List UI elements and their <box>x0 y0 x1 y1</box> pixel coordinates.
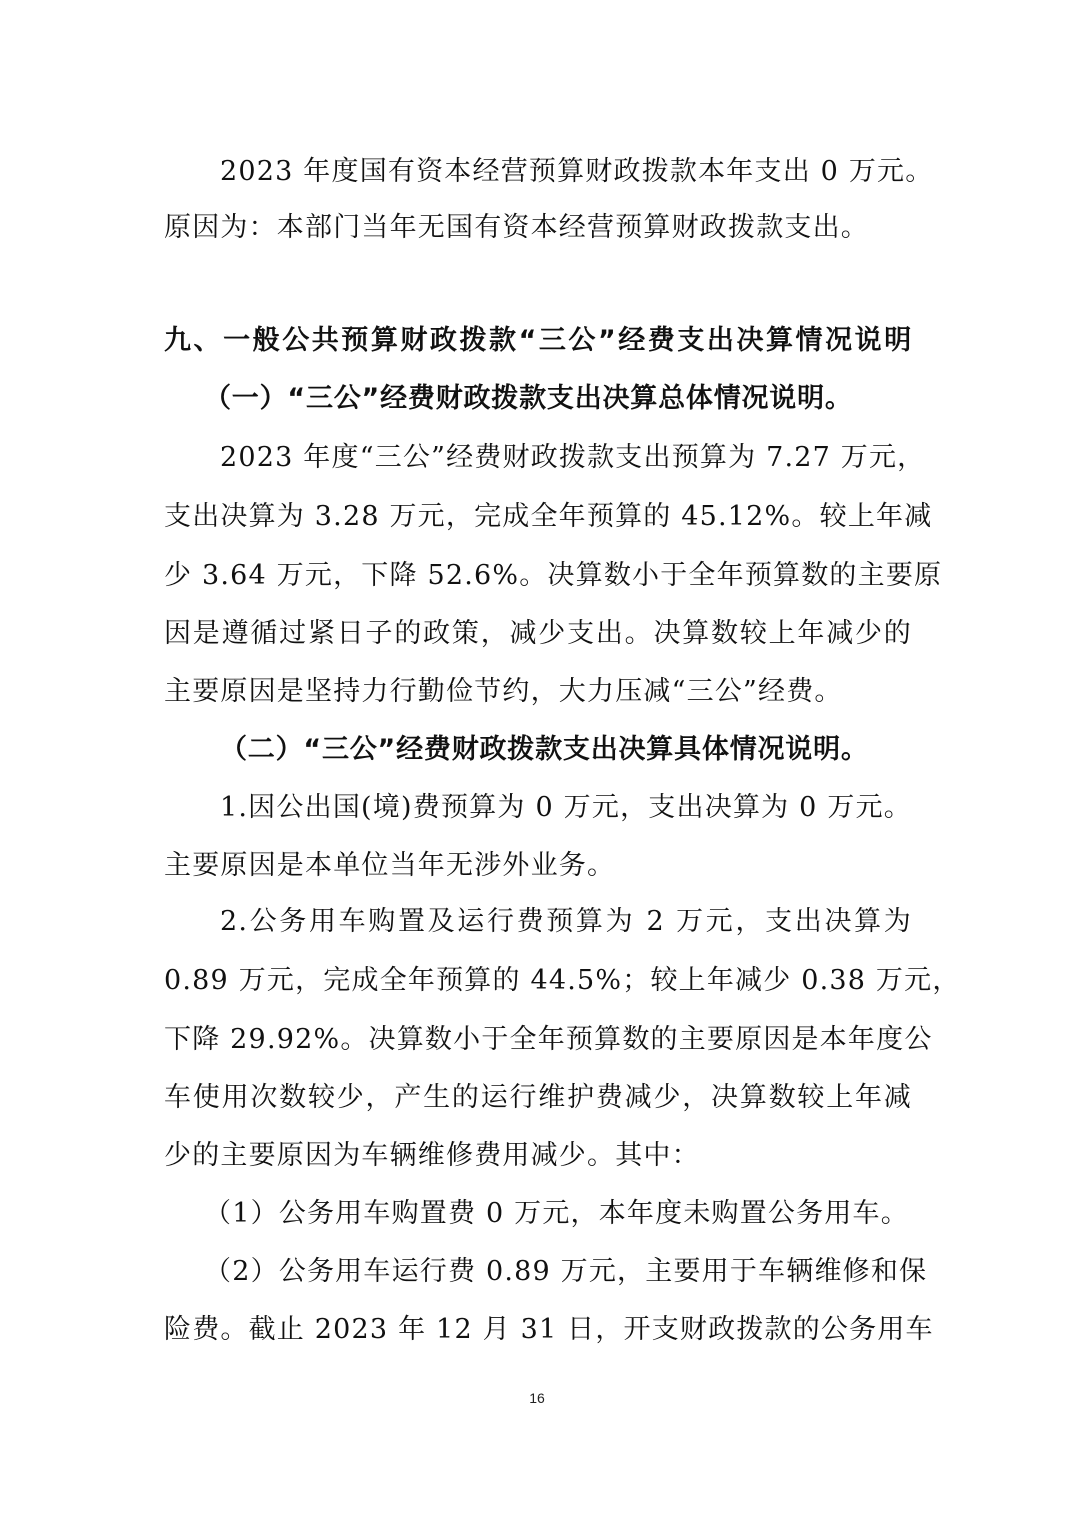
paragraph-line: 1.因公出国(境)费预算为 0 万元，支出决算为 0 万元。 <box>220 792 912 823</box>
paragraph-line: 主要原因是坚持力行勤俭节约，大力压减“三公”经费。 <box>164 676 843 707</box>
paragraph-line: 2023 年度国有资本经营预算财政拨款本年支出 0 万元。 <box>220 156 934 187</box>
subsection-heading: （二）“三公”经费财政拨款支出决算具体情况说明。 <box>220 734 869 765</box>
list-item: （1）公务用车购置费 0 万元，本年度未购置公务用车。 <box>204 1198 909 1229</box>
page-number: 16 <box>529 1390 545 1406</box>
paragraph-line: 因是遵循过紧日子的政策，减少支出。决算数较上年减少的 <box>164 618 912 649</box>
list-item: （2）公务用车运行费 0.89 万元，主要用于车辆维修和保 <box>204 1256 928 1287</box>
paragraph-line: 少 3.64 万元，下降 52.6%。决算数小于全年预算数的主要原 <box>164 560 943 591</box>
paragraph-line: 险费。截止 2023 年 12 月 31 日，开支财政拨款的公务用车 <box>164 1314 934 1345</box>
paragraph-line: 2.公务用车购置及运行费预算为 2 万元，支出决算为 <box>220 906 912 937</box>
paragraph-line: 原因为：本部门当年无国有资本经营预算财政拨款支出。 <box>164 212 869 243</box>
paragraph-line: 车使用次数较少，产生的运行维护费减少，决算数较上年减 <box>164 1082 912 1113</box>
paragraph-line: 少的主要原因为车辆维修费用减少。其中： <box>164 1140 700 1171</box>
paragraph-line: 0.89 万元，完成全年预算的 44.5%；较上年减少 0.38 万元， <box>164 965 961 996</box>
subsection-heading: （一）“三公”经费财政拨款支出决算总体情况说明。 <box>204 383 853 414</box>
paragraph-line: 2023 年度“三公”经费财政拨款支出预算为 7.27 万元， <box>220 442 926 473</box>
paragraph-line: 下降 29.92%。决算数小于全年预算数的主要原因是本年度公 <box>164 1024 933 1055</box>
section-heading: 九、一般公共预算财政拨款“三公”经费支出决算情况说明 <box>164 325 912 356</box>
paragraph-line: 支出决算为 3.28 万元，完成全年预算的 45.12%。较上年减 <box>164 501 933 532</box>
paragraph-line: 主要原因是本单位当年无涉外业务。 <box>164 850 616 881</box>
